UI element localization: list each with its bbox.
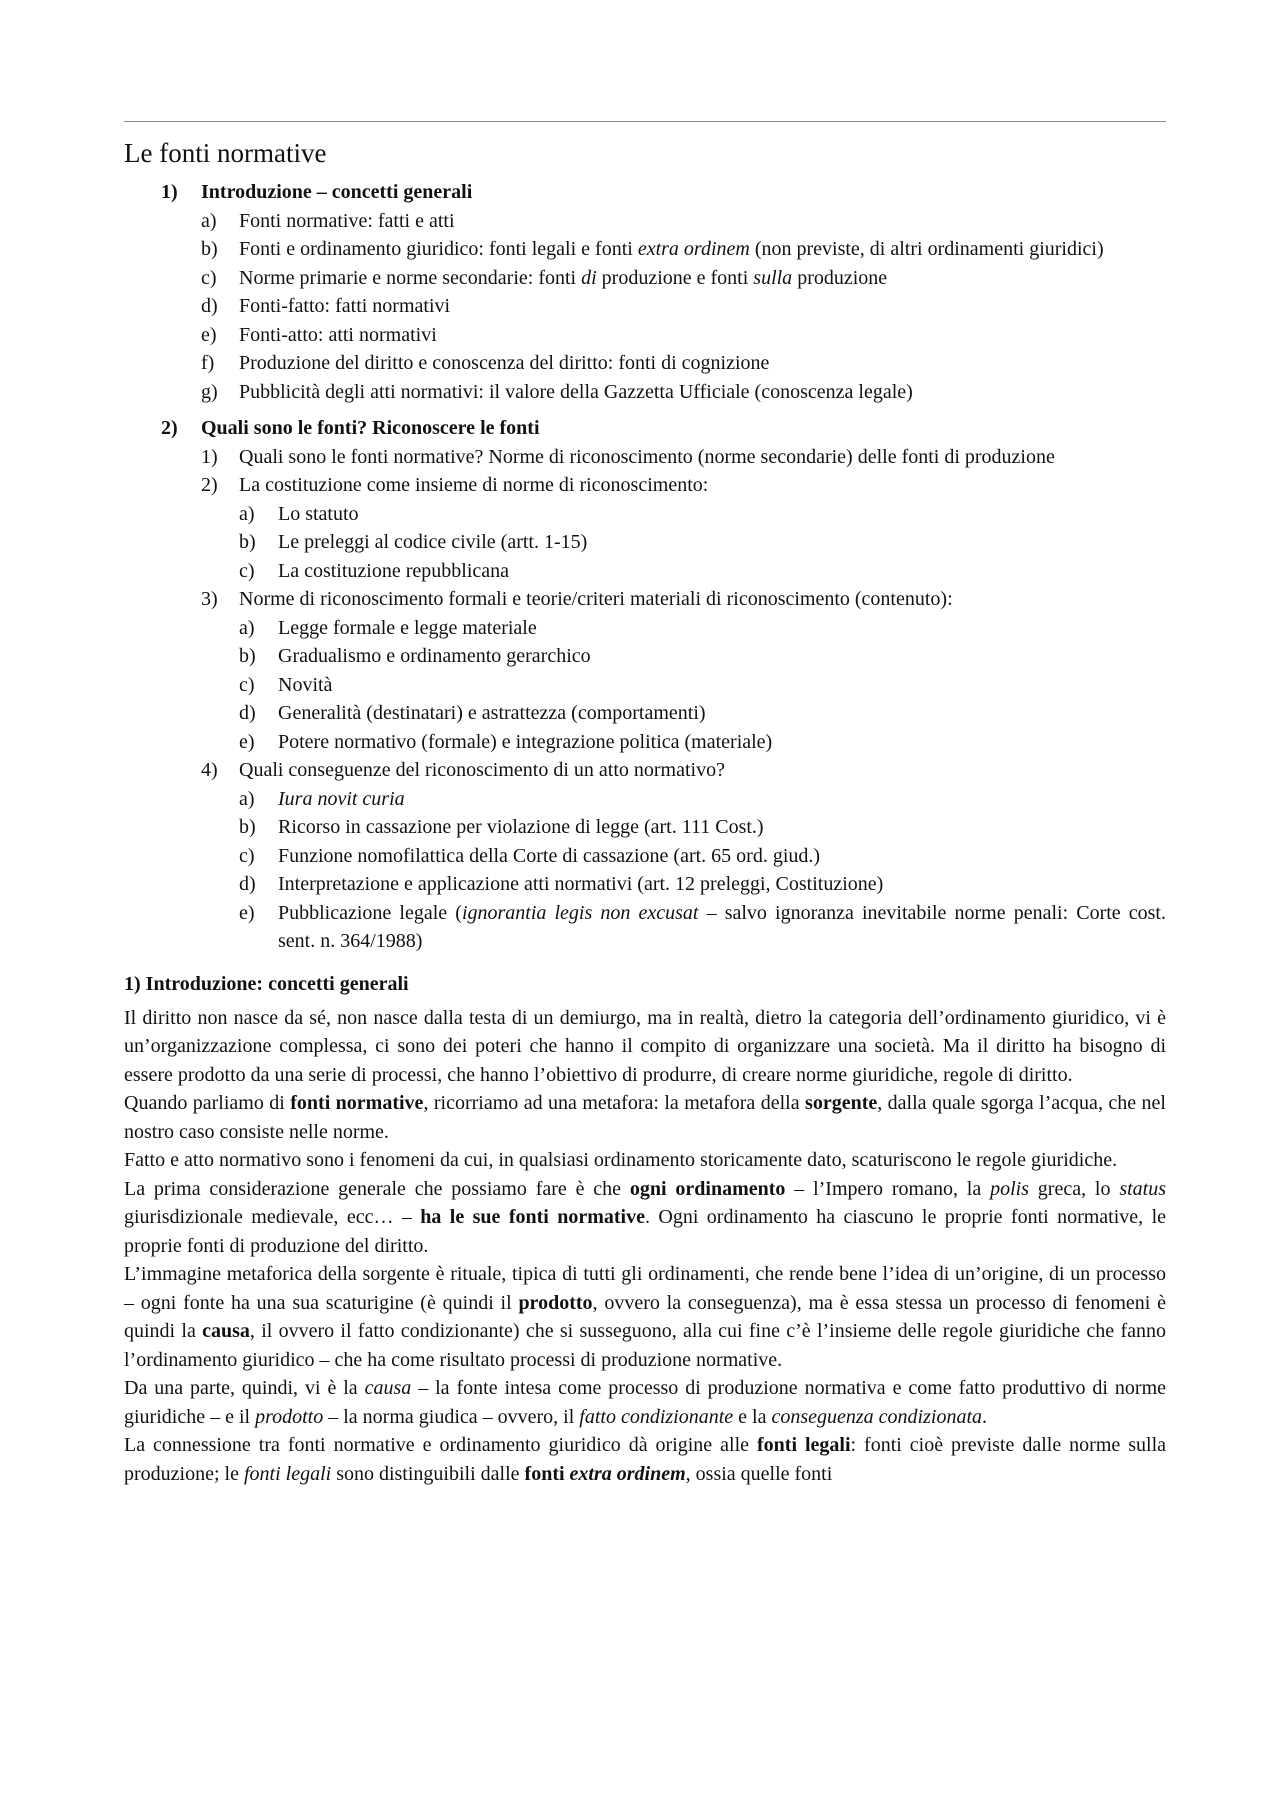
list-item: b) Fonti e ordinamento giuridico: fonti legali e fonti extra ordinem (non previste, di altri ordinamenti giuridici) — [124, 235, 1166, 264]
list-item: e) Potere normativo (formale) e integrazione politica (materiale) — [124, 728, 1166, 757]
list-marker: d) — [239, 873, 256, 895]
header-rule — [124, 121, 1166, 122]
section-heading: 1) Introduzione: concetti generali — [124, 972, 409, 995]
list-marker: d) — [201, 295, 218, 317]
paragraph: Fatto e atto normativo sono i fenomeni da cui, in qualsiasi ordinamento storicamente dato, scaturiscono le regole giuridiche. — [124, 1149, 1118, 1171]
list-item: a) Iura novit curia — [124, 785, 1166, 814]
list-item: c) Novità — [124, 671, 1166, 700]
list-item: e) Pubblicazione legale (ignorantia legis non excusat – salvo ignoranza inevitabile norme penali: Corte cost. sent. n. 364/1988) — [124, 899, 1166, 956]
body-text — [124, 1004, 1166, 1489]
list-marker: d) — [239, 702, 256, 724]
list-marker: 1) — [161, 181, 178, 203]
list-item: c) Funzione nomofilattica della Corte di cassazione (art. 65 ord. giud.) — [124, 842, 1166, 871]
list-item: 4) Quali conseguenze del riconoscimento di un atto normativo? — [124, 756, 1166, 785]
list-marker: c) — [239, 559, 255, 582]
list-marker: c) — [239, 673, 255, 696]
list-marker: b) — [239, 645, 256, 667]
outline-section-2 — [124, 414, 1166, 443]
paragraph: Il diritto non nasce da sé, non nasce dalla testa di un demiurgo, ma in realtà, dietro la categoria dell’ordinamento giuridico, vi è un’organizzazione complessa, ci sono dei poteri che hanno il compito di organizzare una società. Ma il diritto ha bisogno di essere prodotto da una serie di processi, che hanno l’obiettivo di produrre, di creare norme giuridiche, regole di diritto. — [124, 1006, 1166, 1086]
list-marker: a) — [239, 502, 255, 525]
list-item: c) La costituzione repubblicana — [124, 557, 1166, 586]
page-content — [124, 130, 1166, 1488]
outline-heading: Introduzione – concetti generali — [201, 181, 473, 203]
list-item: a) Legge formale e legge materiale — [124, 614, 1166, 643]
list-item: 3) Norme di riconoscimento formali e teorie/criteri materiali di riconoscimento (contenuto): — [124, 585, 1166, 614]
list-item: b) Ricorso in cassazione per violazione di legge (art. 111 Cost.) — [124, 813, 1166, 842]
list-marker: 1) — [201, 445, 218, 468]
paragraph: Da una parte, quindi, vi è la causa – la fonte intesa come processo di produzione normativa e come fatto produttivo di norme giuridiche – e il prodotto – la norma giudica – ovvero, il fatto condizionante e la conseguenza condizionata. — [124, 1377, 1166, 1428]
list-item: a) Fonti normative: fatti e atti — [124, 207, 1166, 236]
list-item: g) Pubblicità degli atti normativi: il valore della Gazzetta Ufficiale (conoscenza legale) — [124, 378, 1166, 407]
list-marker: 4) — [201, 759, 218, 781]
list-marker: a) — [239, 787, 255, 810]
list-marker: b) — [239, 816, 256, 838]
list-marker: 3) — [201, 588, 218, 610]
list-marker: e) — [239, 730, 255, 753]
list-marker: e) — [239, 901, 255, 924]
list-marker: b) — [201, 238, 218, 260]
list-item: d) Interpretazione e applicazione atti normativi (art. 12 preleggi, Costituzione) — [124, 870, 1166, 899]
list-marker: c) — [239, 844, 255, 867]
list-marker: f) — [201, 352, 215, 374]
list-marker: a) — [239, 616, 255, 639]
list-item: b) Le preleggi al codice civile (artt. 1-15) — [124, 528, 1166, 557]
list-item: c) Norme primarie e norme secondarie: fonti di produzione e fonti sulla produzione — [124, 264, 1166, 293]
list-item: f) Produzione del diritto e conoscenza del diritto: fonti di cognizione — [124, 349, 1166, 378]
list-marker: b) — [239, 531, 256, 553]
list-marker: 2) — [201, 474, 218, 496]
list-marker: 2) — [161, 417, 178, 439]
paragraph: L’immagine metaforica della sorgente è rituale, tipica di tutti gli ordinamenti, che rende bene l’idea di un’origine, di un processo – ogni fonte ha una sua scaturigine (è quindi il prodotto, ovvero la conseguenza), ma è essa stessa un processo di fenomeni è quindi la causa, il ovvero il fatto condizionante) che si susseguono, alla cui fine c’è l’insieme delle regole giuridiche che fanno l’ordinamento giuridico – che ha come risultato processi di produzione normative. — [124, 1263, 1166, 1371]
paragraph: Quando parliamo di fonti normative, ricorriamo ad una metafora: la metafora della sorgente, dalla quale sgorga l’acqua, che nel nostro caso consiste nelle norme. — [124, 1092, 1166, 1143]
list-marker: c) — [201, 266, 217, 289]
list-item: b) Gradualismo e ordinamento gerarchico — [124, 642, 1166, 671]
list-item: 2) La costituzione come insieme di norme di riconoscimento: — [124, 471, 1166, 500]
list-item: a) Lo statuto — [124, 500, 1166, 529]
page-title: Le fonti normative — [124, 138, 327, 168]
paragraph: La connessione tra fonti normative e ordinamento giuridico dà origine alle fonti legali: fonti cioè previste dalle norme sulla produzione; le fonti legali sono distinguibili dalle fonti extra ordinem, ossia quelle fonti — [124, 1434, 1166, 1485]
list-item: d) Fonti-fatto: fatti normativi — [124, 292, 1166, 321]
list-item: e) Fonti-atto: atti normativi — [124, 321, 1166, 350]
list-item: 1) Quali sono le fonti normative? Norme di riconoscimento (norme secondarie) delle fonti di produzione — [124, 443, 1166, 472]
paragraph: La prima considerazione generale che possiamo fare è che ogni ordinamento – l’Impero romano, la polis greca, lo status giurisdizionale medievale, ecc… – ha le sue fonti normative. Ogni ordinamento ha ciascuno le proprie fonti normative, le proprie fonti di produzione del diritto. — [124, 1177, 1167, 1257]
list-marker: a) — [201, 209, 217, 232]
outline-heading: Quali sono le fonti? Riconoscere le fonti — [201, 417, 540, 439]
list-marker: g) — [201, 380, 218, 403]
outline-section-1 — [124, 178, 1166, 207]
list-marker: e) — [201, 323, 217, 346]
list-item: d) Generalità (destinatari) e astrattezza (comportamenti) — [124, 699, 1166, 728]
outline — [124, 178, 1166, 956]
